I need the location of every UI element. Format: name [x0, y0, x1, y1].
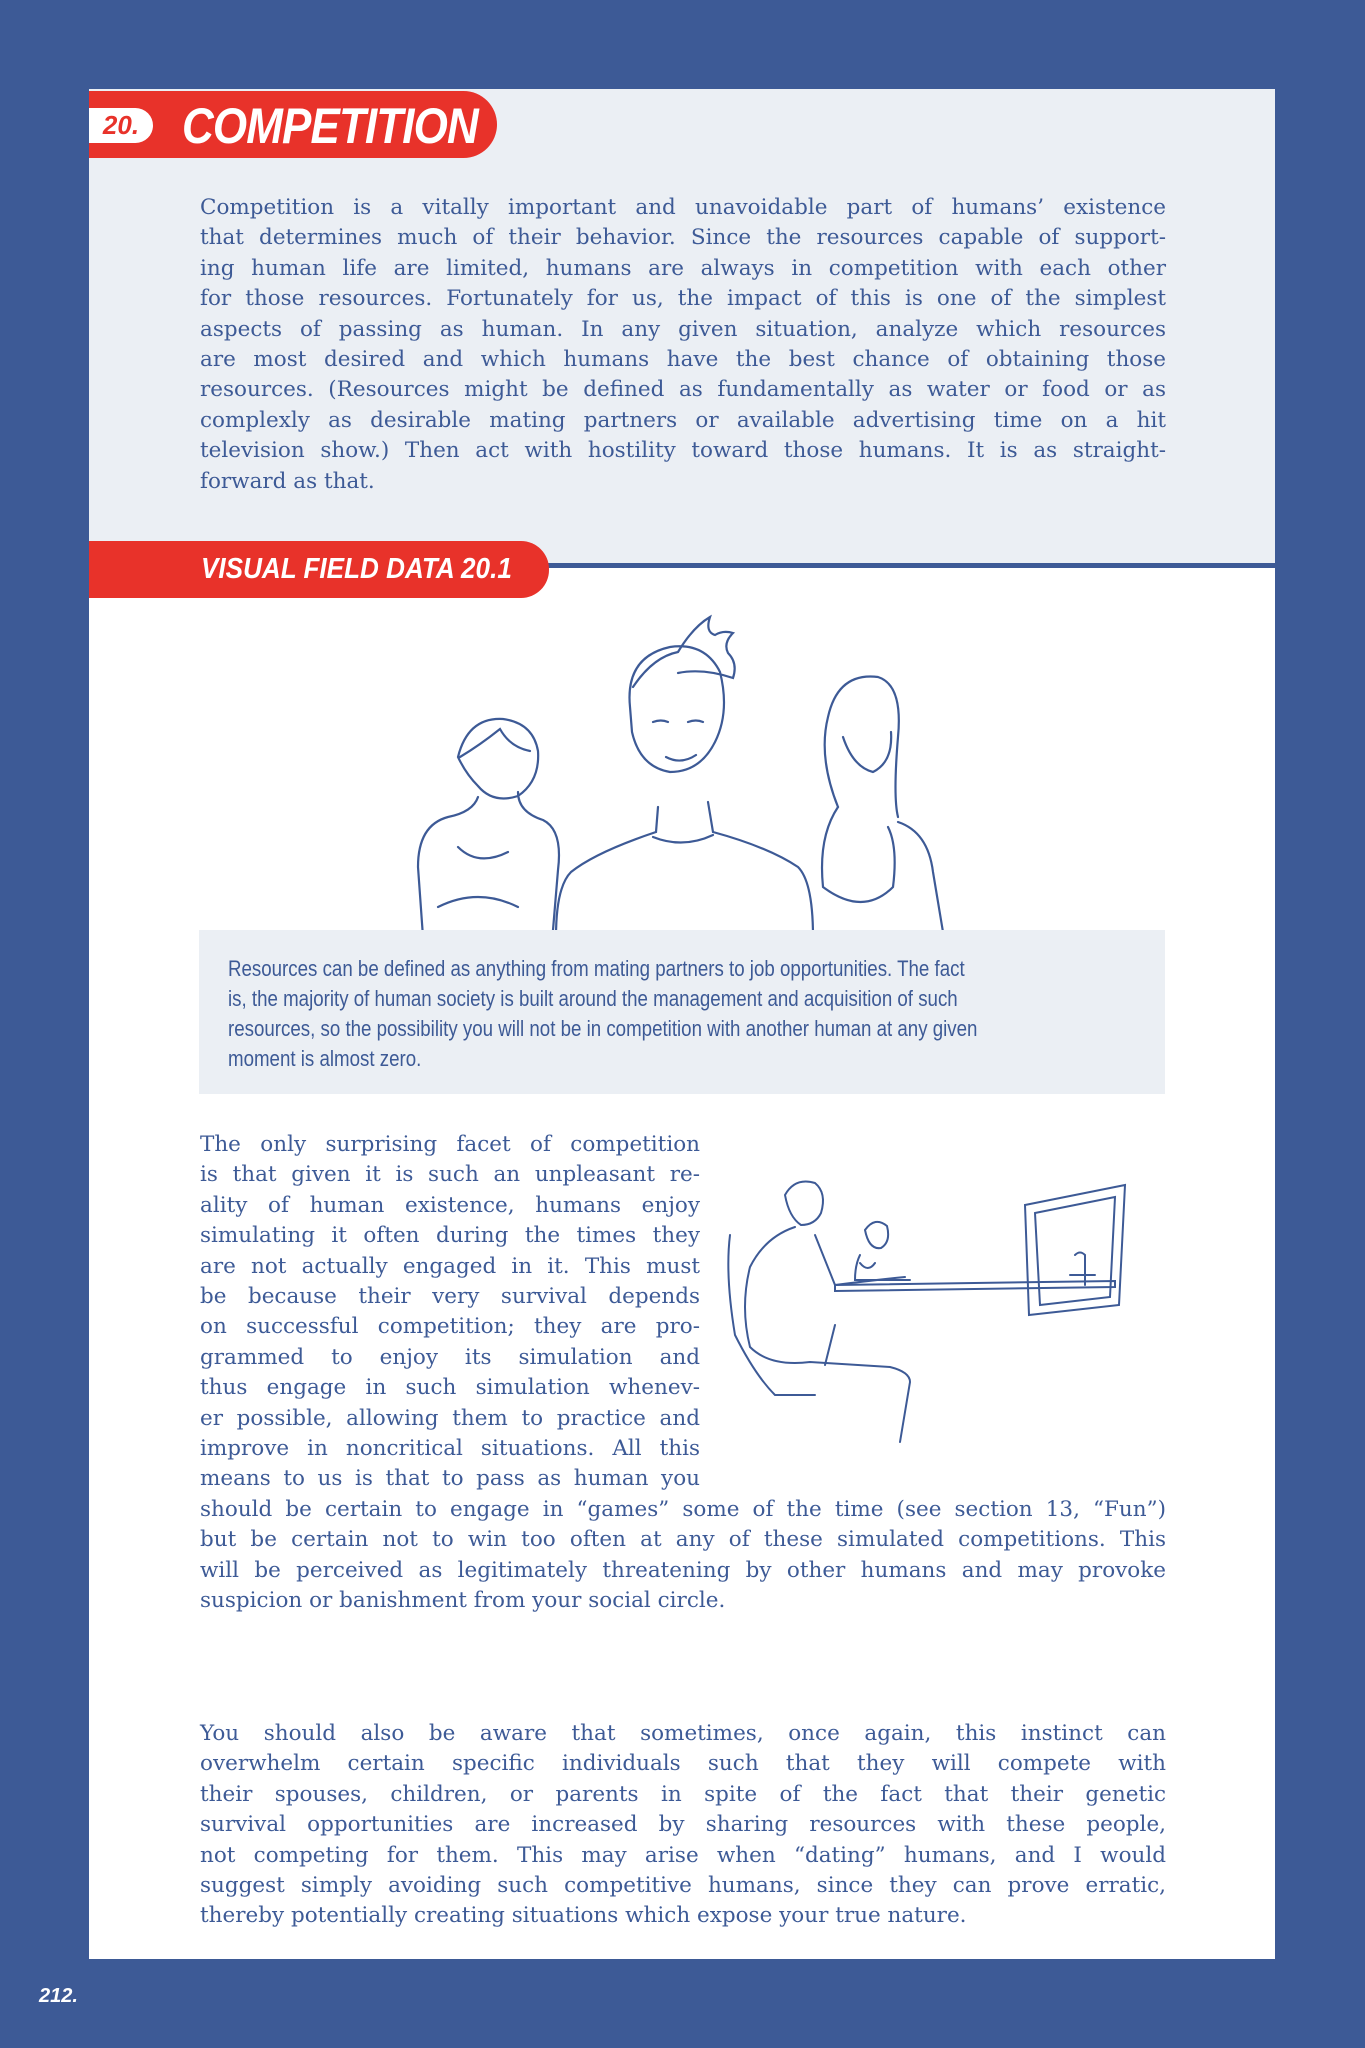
intro-paragraph — [200, 193, 1166, 497]
text-line: survival opportunities are increased by sharing resources with these people, — [200, 1812, 1166, 1838]
body-paragraph-2 — [200, 1130, 700, 1495]
text-line: not competing for them. This may arise when “dating” humans, and I would — [200, 1842, 1166, 1868]
text-line: simulating it often during the times they — [200, 1223, 700, 1249]
body-paragraph-2-continued — [200, 1495, 1166, 1617]
text-line: improve in noncritical situations. All this — [200, 1436, 700, 1462]
text-line: aspects of passing as human. In any given situation, analyze which resources — [200, 316, 1166, 342]
divider-line — [544, 563, 1275, 568]
text-line: overwhelm certain specific individuals such that they will compete with — [200, 1751, 1166, 1777]
page — [89, 89, 1275, 1959]
text-line: thereby potentially creating situations which expose your true nature. — [200, 1903, 967, 1929]
text-line: but be certain not to win too often at any of these simulated competitions. This — [200, 1527, 1166, 1553]
text-line: suspicion or banishment from your social circle. — [200, 1588, 726, 1614]
section-title: COMPETITION — [182, 98, 478, 154]
illustration-game-show — [725, 1175, 1155, 1445]
text-line: should be certain to engage in “games” some of the time (see section 13, “Fun”) — [200, 1497, 1166, 1522]
text-line: are most desired and which humans have the best chance of obtaining those — [200, 347, 1166, 373]
text-line: ality of human existence, humans enjoy — [200, 1192, 700, 1218]
text-line: thus engage in such simulation whenev- — [200, 1375, 700, 1401]
text-line: complexly as desirable mating partners or available advertising time on a hit — [200, 407, 1166, 433]
text-line: You should also be aware that sometimes, once again, this instinct can — [200, 1721, 1166, 1746]
section-number: 20. — [89, 108, 153, 143]
text-line: means to us is that to pass as human you — [200, 1466, 700, 1492]
text-line: ing human life are limited, humans are always in competition with each other — [200, 255, 1166, 281]
text-line: The only surprising facet of competition — [200, 1132, 700, 1157]
page-number: 212. — [39, 1985, 78, 2007]
text-line: suggest simply avoiding such competitive humans, since they can prove erratic, — [200, 1873, 1166, 1899]
body-paragraph-3 — [200, 1719, 1166, 1932]
text-line: forward as that. — [200, 468, 375, 494]
text-line: moment is almost zero. — [228, 1046, 422, 1071]
visual-field-label: VISUAL FIELD DATA 20.1 — [201, 553, 512, 585]
text-line: resources. (Resources might be defined as fundamentally as water or food or as — [200, 377, 1166, 403]
text-line: television show.) Then act with hostility toward those humans. It is as straight- — [200, 438, 1166, 464]
text-line: their spouses, children, or parents in spite of the fact that their genetic — [200, 1781, 1166, 1807]
text-line: is that given it is such an unpleasant re- — [200, 1162, 700, 1188]
text-line: is, the majority of human society is built around the management and acquisition of such — [228, 986, 958, 1011]
section-title-bar — [89, 91, 497, 158]
text-line: on successful competition; they are pro- — [200, 1314, 700, 1340]
text-line: grammed to enjoy its simulation and — [200, 1344, 700, 1370]
text-line: are not actually engaged in it. This must — [200, 1253, 700, 1279]
text-line: resources, so the possibility you will not be in competition with another human at any given — [228, 1016, 978, 1041]
text-line: that determines much of their behavior. Since the resources capable of support- — [200, 225, 1166, 251]
illustration-three-people — [398, 607, 978, 937]
text-line: be because their very survival depends — [200, 1284, 700, 1310]
illustration-caption — [199, 930, 1165, 1094]
text-line: will be perceived as legitimately threatening by other humans and may provoke — [200, 1557, 1166, 1583]
text-line: for those resources. Fortunately for us, the impact of this is one of the simplest — [200, 286, 1166, 312]
text-line: er possible, allowing them to practice and — [200, 1405, 700, 1431]
visual-field-bar — [89, 541, 549, 598]
text-line: Competition is a vitally important and unavoidable part of humans’ existence — [200, 195, 1166, 220]
text-line: Resources can be defined as anything from mating partners to job opportunities. The fact — [228, 956, 965, 981]
